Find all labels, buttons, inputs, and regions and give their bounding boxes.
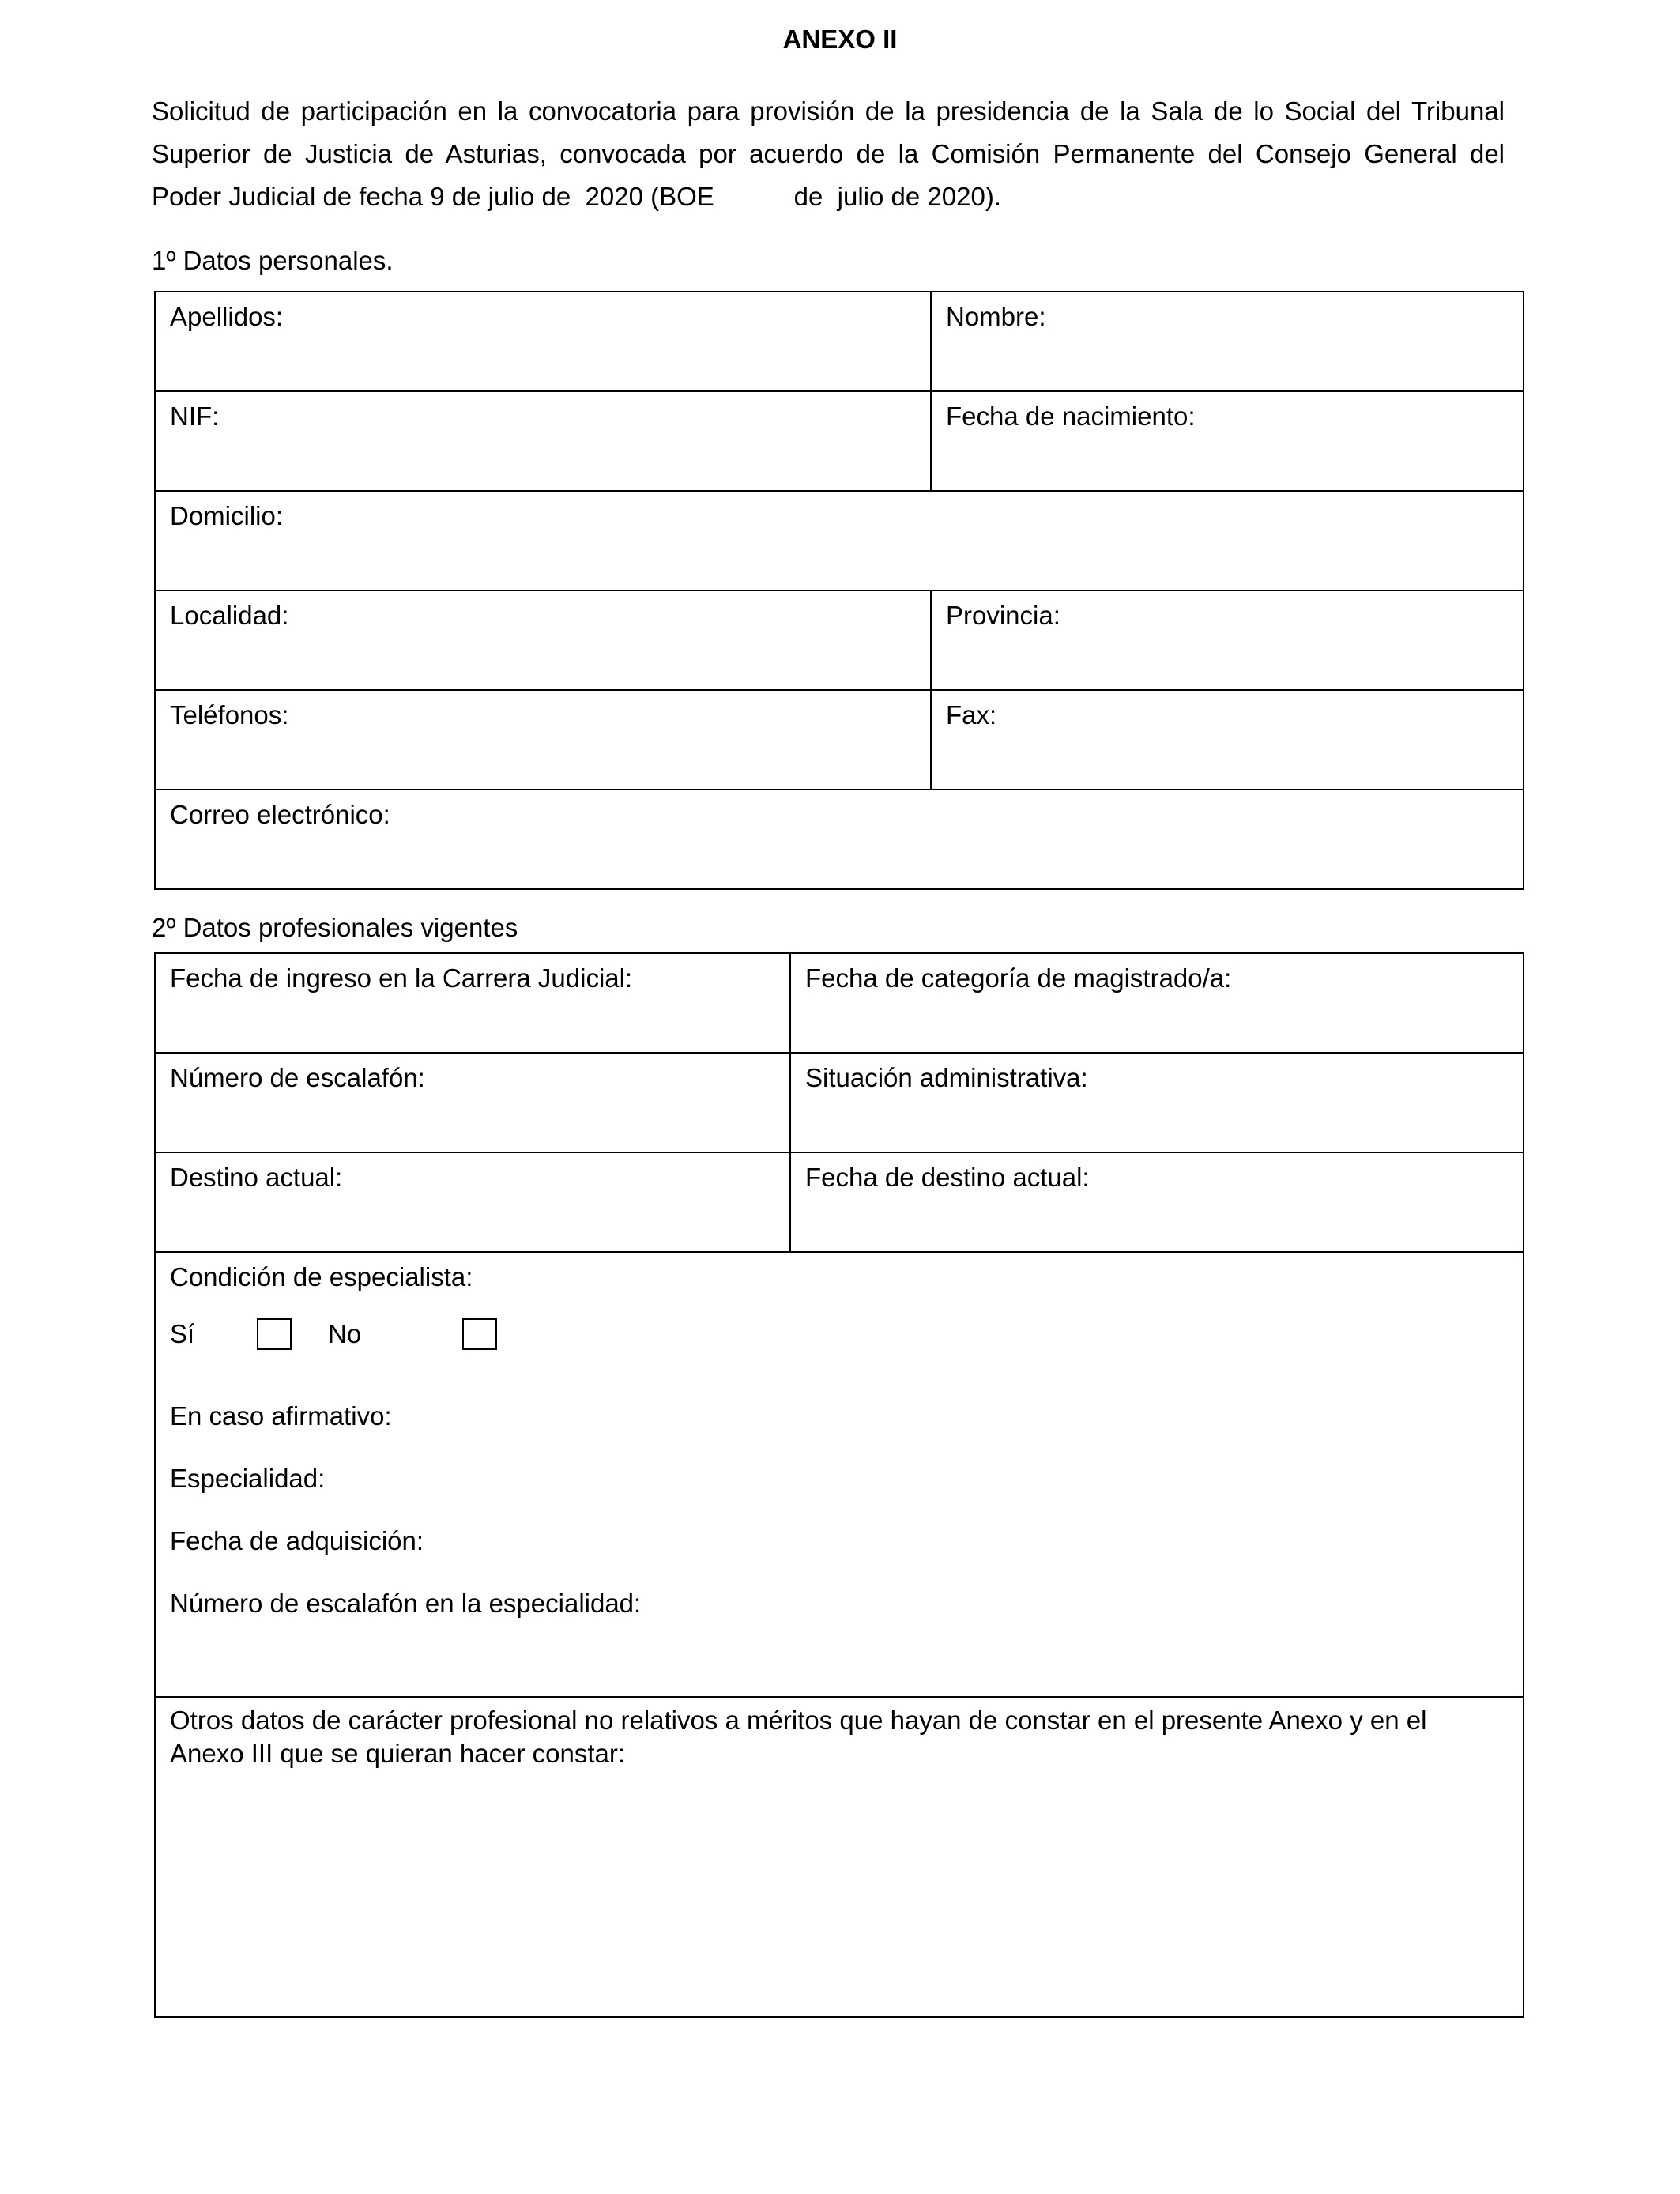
no-checkbox[interactable] — [462, 1318, 497, 1350]
no-label: No — [328, 1319, 362, 1348]
fecha-ingreso-field[interactable] — [155, 953, 790, 1053]
page-title: ANEXO II — [782, 25, 898, 54]
provincia-field[interactable] — [931, 590, 1524, 690]
destino-field[interactable] — [155, 1152, 790, 1252]
intro-paragraph — [152, 90, 1505, 218]
fax-field[interactable] — [931, 690, 1524, 790]
otros-datos-label: Otros datos de carácter profesional no relativos a méritos que hayan de constar en el presente Anexo y en el — [170, 1706, 1427, 1735]
fecha-categoria-field[interactable] — [790, 953, 1524, 1053]
field-label: Fecha de nacimiento: — [946, 401, 1196, 431]
field-label: Apellidos: — [170, 302, 284, 331]
numero-escalafon-field[interactable] — [155, 1053, 790, 1152]
field-label: Situación administrativa: — [805, 1063, 1088, 1092]
especialista-section — [155, 1252, 1524, 1697]
field-label: Domicilio: — [170, 501, 284, 530]
section-2-heading: 2º Datos profesionales vigentes — [152, 913, 518, 942]
field-label: Fecha de categoría de magistrado/a: — [805, 963, 1232, 993]
condicion-label: Condición de especialista: — [170, 1262, 473, 1291]
field-label: Correo electrónico: — [170, 800, 390, 829]
field-label: Fecha de ingreso en la Carrera Judicial: — [170, 963, 633, 993]
fecha-nacimiento-field[interactable] — [931, 391, 1524, 491]
field-label: Fax: — [946, 700, 997, 729]
field-label: Provincia: — [946, 601, 1060, 630]
field-label: Teléfonos: — [170, 700, 289, 729]
fecha-destino-field[interactable] — [790, 1152, 1524, 1252]
escalafon-especialidad-label[interactable]: Número de escalafón en la especialidad: — [170, 1589, 642, 1618]
field-label: Fecha de destino actual: — [805, 1163, 1090, 1192]
localidad-field[interactable] — [155, 590, 931, 690]
field-label: Destino actual: — [170, 1163, 343, 1192]
situacion-field[interactable] — [790, 1053, 1524, 1152]
field-label: Nombre: — [946, 302, 1046, 331]
section-1-heading: 1º Datos personales. — [152, 246, 394, 275]
professional-data-table — [154, 952, 1524, 2018]
otros-datos-label: Anexo III que se quieran hacer constar: — [170, 1739, 626, 1768]
personal-data-table — [154, 291, 1524, 890]
fecha-adquisicion-label[interactable]: Fecha de adquisición: — [170, 1526, 424, 1555]
nif-field[interactable] — [155, 391, 931, 491]
apellidos-field[interactable] — [155, 292, 931, 391]
especialista-options — [170, 1315, 1509, 1353]
caso-afirmativo-label: En caso afirmativo: — [170, 1401, 392, 1431]
field-label: NIF: — [170, 401, 220, 431]
correo-field[interactable] — [155, 790, 1524, 889]
si-checkbox[interactable] — [257, 1318, 292, 1350]
field-label: Localidad: — [170, 601, 289, 630]
intro-line: Superior de Justicia de Asturias, convocada por acuerdo de la Comisión Permanente del Consejo General del — [152, 139, 1505, 168]
field-label: Número de escalafón: — [170, 1063, 425, 1092]
nombre-field[interactable] — [931, 292, 1524, 391]
otros-datos-field[interactable] — [155, 1697, 1524, 2017]
intro-line: Poder Judicial de fecha 9 de julio de 2020 (BOE de julio de 2020). — [152, 182, 1001, 211]
domicilio-field[interactable] — [155, 491, 1524, 590]
si-label: Sí — [170, 1319, 195, 1348]
especialidad-label[interactable]: Especialidad: — [170, 1464, 326, 1493]
telefonos-field[interactable] — [155, 690, 931, 790]
intro-line: Solicitud de participación en la convocatoria para provisión de la presidencia de la Sala de lo Social del Tribunal — [152, 96, 1505, 126]
